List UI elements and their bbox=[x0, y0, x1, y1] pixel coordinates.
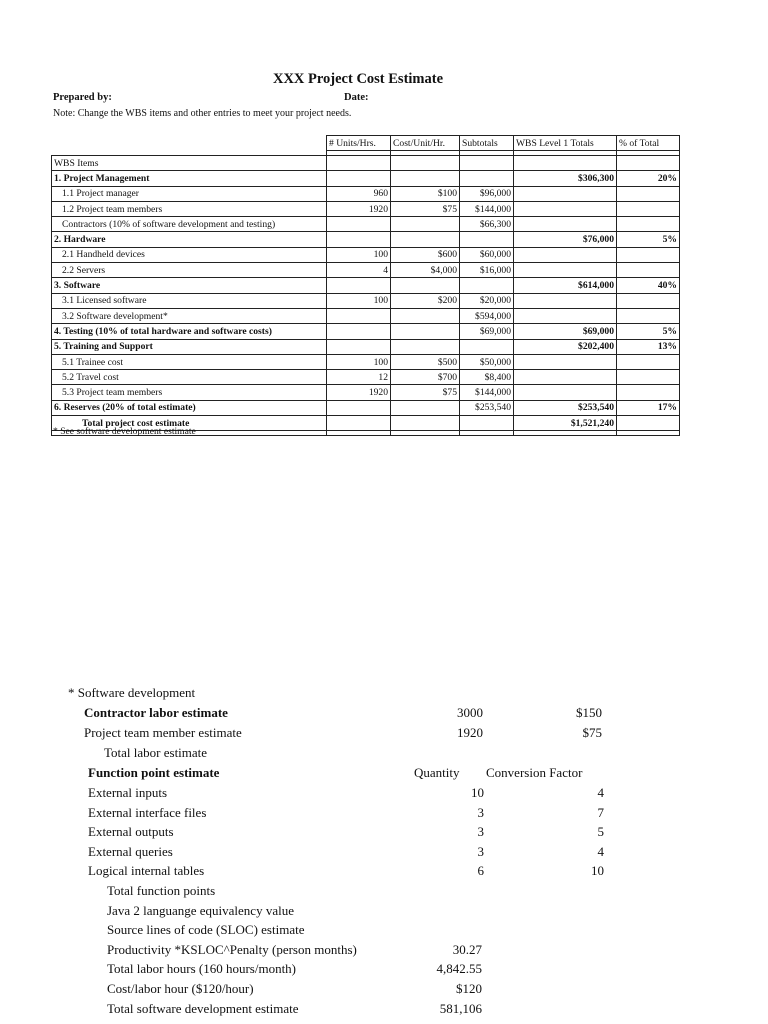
total-cell bbox=[514, 385, 617, 400]
table-row bbox=[52, 370, 680, 385]
table-row bbox=[52, 400, 680, 415]
units-cell: 1920 bbox=[327, 201, 391, 216]
date-label: Date: bbox=[344, 92, 369, 103]
wbs-item: Total project cost estimate bbox=[52, 416, 327, 431]
total-cell: $1,521,240 bbox=[514, 416, 617, 431]
fp-item-factor: 5 bbox=[597, 824, 604, 840]
subtotal-cell bbox=[460, 278, 514, 293]
fp-item-qty: 10 bbox=[471, 785, 484, 800]
total-cell bbox=[514, 247, 617, 262]
wbs-item: 1.2 Project team members bbox=[52, 201, 327, 216]
calc-value: 581,106 bbox=[439, 1000, 482, 1016]
total-cell bbox=[514, 354, 617, 369]
fp-item-label: External interface files bbox=[88, 804, 207, 820]
cost-cell bbox=[391, 339, 460, 354]
fp-item-factor: 4 bbox=[597, 785, 604, 800]
table-row bbox=[52, 186, 680, 201]
cost-cell: $700 bbox=[391, 370, 460, 385]
wbs-items-row bbox=[52, 156, 680, 171]
units-cell bbox=[327, 171, 391, 186]
wbs-item: 2. Hardware bbox=[52, 232, 327, 247]
contractor-qty: 3000 bbox=[457, 705, 483, 720]
units-cell: 100 bbox=[327, 247, 391, 262]
header-spacer bbox=[52, 136, 327, 151]
table-row bbox=[52, 293, 680, 308]
units-cell bbox=[327, 232, 391, 247]
wbs-item: 5.3 Project team members bbox=[52, 385, 327, 400]
percent-cell: 5% bbox=[617, 324, 680, 339]
percent-cell bbox=[617, 186, 680, 201]
subtotal-cell: $16,000 bbox=[460, 263, 514, 278]
cost-cell: $500 bbox=[391, 354, 460, 369]
subtotal-cell: $50,000 bbox=[460, 354, 514, 369]
percent-cell bbox=[617, 416, 680, 431]
calc-label: Cost/labor hour ($120/hour) bbox=[107, 981, 254, 996]
total-cell: $76,000 bbox=[514, 232, 617, 247]
cost-cell: $75 bbox=[391, 385, 460, 400]
fp-item-factor: 4 bbox=[597, 843, 604, 859]
units-cell: 1920 bbox=[327, 385, 391, 400]
total-cell: $69,000 bbox=[514, 324, 617, 339]
table-row bbox=[52, 217, 680, 232]
percent-cell bbox=[617, 263, 680, 278]
cost-cell: $75 bbox=[391, 201, 460, 216]
function-point-label: Function point estimate bbox=[88, 765, 220, 780]
fp-item-label: External inputs bbox=[88, 785, 168, 800]
contractor-rate: $150 bbox=[576, 705, 602, 720]
wbs-item: 5.2 Travel cost bbox=[52, 370, 327, 385]
subtotal-cell bbox=[460, 171, 514, 186]
table-row bbox=[52, 201, 680, 216]
total-cell: $202,400 bbox=[514, 339, 617, 354]
fp-item-label: External outputs bbox=[88, 824, 174, 840]
wbs-item: 3. Software bbox=[52, 278, 327, 293]
page-title: XXX Project Cost Estimate bbox=[272, 71, 444, 87]
units-cell: 4 bbox=[327, 263, 391, 278]
table-row bbox=[52, 278, 680, 293]
table-row bbox=[52, 263, 680, 278]
subtotal-cell bbox=[460, 416, 514, 431]
subtotal-cell: $60,000 bbox=[460, 247, 514, 262]
total-cell bbox=[514, 308, 617, 323]
table-row bbox=[52, 324, 680, 339]
fp-item-qty: 3 bbox=[477, 843, 484, 859]
subtotal-cell: $594,000 bbox=[460, 308, 514, 323]
table-row bbox=[52, 385, 680, 400]
units-cell: 960 bbox=[327, 186, 391, 201]
percent-cell bbox=[617, 308, 680, 323]
contractor-label: Contractor labor estimate bbox=[84, 705, 228, 720]
team-rate: $75 bbox=[582, 725, 602, 740]
column-header: Cost/Unit/Hr. bbox=[391, 136, 460, 151]
wbs-item: 2.2 Servers bbox=[52, 263, 327, 278]
wbs-item: 3.2 Software development* bbox=[52, 308, 327, 323]
fp-item-factor: 10 bbox=[591, 863, 604, 879]
subtotal-cell: $8,400 bbox=[460, 370, 514, 385]
percent-cell bbox=[617, 293, 680, 308]
column-header: WBS Level 1 Totals bbox=[514, 136, 617, 151]
units-cell bbox=[327, 308, 391, 323]
wbs-item: 5. Training and Support bbox=[52, 339, 327, 354]
percent-cell: 20% bbox=[617, 171, 680, 186]
subtotal-cell: $253,540 bbox=[460, 400, 514, 415]
wbs-item: Contractors (10% of software development and testing) bbox=[52, 217, 327, 232]
subtotal-cell: $69,000 bbox=[460, 324, 514, 339]
wbs-item: 3.1 Licensed software bbox=[52, 293, 327, 308]
cost-cell: $200 bbox=[391, 293, 460, 308]
units-cell bbox=[327, 217, 391, 232]
subtotal-cell: $144,000 bbox=[460, 385, 514, 400]
cost-cell bbox=[391, 416, 460, 431]
fp-item-qty: 6 bbox=[477, 863, 484, 879]
table-row bbox=[52, 171, 680, 186]
column-header: % of Total bbox=[617, 136, 680, 151]
quantity-header: Quantity bbox=[414, 765, 460, 780]
total-cell: $253,540 bbox=[514, 400, 617, 415]
percent-cell bbox=[617, 201, 680, 216]
wbs-item: 4. Testing (10% of total hardware and software costs) bbox=[52, 324, 327, 339]
conversion-factor-header: Conversion Factor bbox=[486, 765, 583, 780]
total-cell bbox=[514, 263, 617, 278]
percent-cell bbox=[617, 217, 680, 232]
calc-label: Total software development estimate bbox=[107, 1000, 299, 1016]
table-header-row bbox=[52, 136, 680, 151]
calc-value: 30.27 bbox=[452, 941, 482, 957]
units-cell bbox=[327, 278, 391, 293]
calc-label: Java 2 languange equivalency value bbox=[107, 902, 294, 918]
subtotal-cell bbox=[460, 339, 514, 354]
calc-label: Productivity *KSLOC^Penalty (person months) bbox=[107, 941, 357, 957]
total-cell bbox=[514, 217, 617, 232]
cost-cell bbox=[391, 308, 460, 323]
subtotal-cell: $20,000 bbox=[460, 293, 514, 308]
prepared-by-label: Prepared by: bbox=[53, 92, 112, 103]
cost-cell: $600 bbox=[391, 247, 460, 262]
software-heading: * Software development bbox=[68, 685, 196, 700]
cost-cell bbox=[391, 324, 460, 339]
table-footnote: * See software development estimate bbox=[53, 426, 196, 437]
units-cell: 100 bbox=[327, 293, 391, 308]
cost-estimate-table bbox=[51, 135, 680, 436]
subtotal-cell: $144,000 bbox=[460, 201, 514, 216]
total-cell: $614,000 bbox=[514, 278, 617, 293]
team-qty: 1920 bbox=[457, 725, 483, 740]
percent-cell: 17% bbox=[617, 400, 680, 415]
wbs-item: 5.1 Trainee cost bbox=[52, 354, 327, 369]
table-row bbox=[52, 308, 680, 323]
units-cell bbox=[327, 416, 391, 431]
calc-label: Total function points bbox=[107, 883, 216, 898]
percent-cell bbox=[617, 247, 680, 262]
total-labor-label: Total labor estimate bbox=[104, 745, 208, 760]
fp-item-factor: 7 bbox=[597, 804, 604, 820]
calc-value: $120 bbox=[456, 981, 482, 996]
calc-value: 4,842.55 bbox=[436, 961, 482, 977]
fp-item-label: External queries bbox=[88, 843, 173, 859]
table-row bbox=[52, 232, 680, 247]
wbs-item: 1.1 Project manager bbox=[52, 186, 327, 201]
percent-cell: 40% bbox=[617, 278, 680, 293]
units-cell: 100 bbox=[327, 354, 391, 369]
total-cell bbox=[514, 293, 617, 308]
percent-cell bbox=[617, 354, 680, 369]
fp-item-qty: 3 bbox=[477, 804, 484, 820]
note-text: Note: Change the WBS items and other entries to meet your project needs. bbox=[53, 108, 352, 119]
total-cell bbox=[514, 186, 617, 201]
units-cell: 12 bbox=[327, 370, 391, 385]
total-cell: $306,300 bbox=[514, 171, 617, 186]
units-cell bbox=[327, 400, 391, 415]
cost-cell: $4,000 bbox=[391, 263, 460, 278]
units-cell bbox=[327, 324, 391, 339]
wbs-item: 1. Project Management bbox=[52, 171, 327, 186]
calc-label: Source lines of code (SLOC) estimate bbox=[107, 922, 305, 938]
percent-cell: 13% bbox=[617, 339, 680, 354]
wbs-items-label: WBS Items bbox=[52, 156, 327, 171]
percent-cell: 5% bbox=[617, 232, 680, 247]
table-row bbox=[52, 339, 680, 354]
total-cell bbox=[514, 201, 617, 216]
cost-cell bbox=[391, 278, 460, 293]
fp-item-qty: 3 bbox=[477, 824, 484, 840]
percent-cell bbox=[617, 385, 680, 400]
subtotal-cell: $96,000 bbox=[460, 186, 514, 201]
team-label: Project team member estimate bbox=[84, 725, 242, 740]
wbs-item: 6. Reserves (20% of total estimate) bbox=[52, 400, 327, 415]
units-cell bbox=[327, 339, 391, 354]
table-row bbox=[52, 354, 680, 369]
subtotal-cell: $66,300 bbox=[460, 217, 514, 232]
percent-cell bbox=[617, 370, 680, 385]
cost-cell bbox=[391, 400, 460, 415]
cost-cell bbox=[391, 217, 460, 232]
table-row bbox=[52, 247, 680, 262]
cost-cell bbox=[391, 171, 460, 186]
fp-item-label: Logical internal tables bbox=[88, 863, 205, 879]
cost-cell bbox=[391, 232, 460, 247]
cost-cell: $100 bbox=[391, 186, 460, 201]
wbs-item: 2.1 Handheld devices bbox=[52, 247, 327, 262]
column-header: # Units/Hrs. bbox=[327, 136, 391, 151]
column-header: Subtotals bbox=[460, 136, 514, 151]
total-cell bbox=[514, 370, 617, 385]
calc-label: Total labor hours (160 hours/month) bbox=[107, 961, 297, 977]
subtotal-cell bbox=[460, 232, 514, 247]
